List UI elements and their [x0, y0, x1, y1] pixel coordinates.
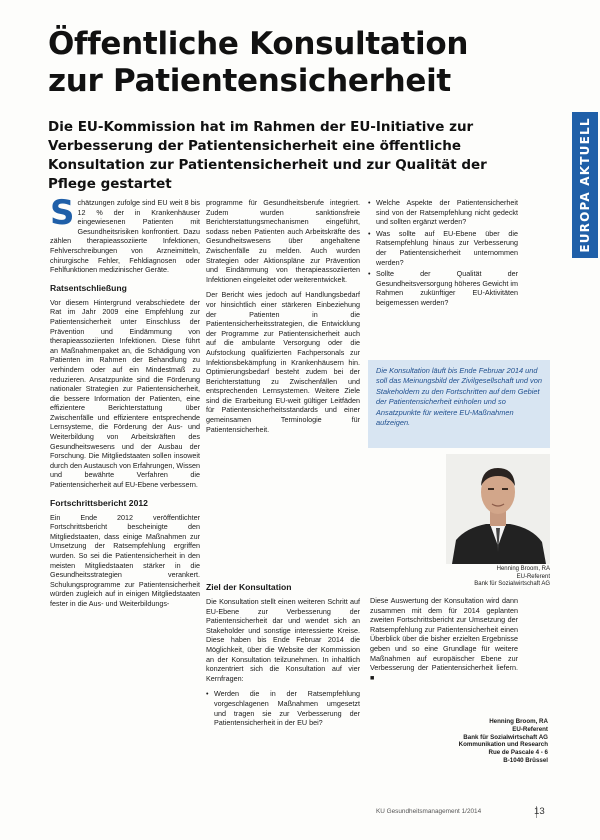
section-tab-label: EUROPA AKTUELL: [578, 117, 592, 253]
callout-box: Die Konsultation läuft bis Ende Februar 2014 und soll das Meinungsbild der Zivilgesellschaft und von Stakeholdern zu den Fortschritten auf dem Gebiet der Patientensicherheit einholen und so Ansatzpunkte für weitere EU-Maßnahmen aufzeigen.: [368, 360, 550, 448]
paragraph-fortschritt: Ein Ende 2012 veröffentlichter Fortschrittsbericht bescheinigte den Mitgliedstaaten, dass einige Maßnahmen zur Umsetzung der Ratsempfehlung ergriffen wurden. So sei die Patientensicherheit in den meisten Mitgliedstaaten stärker in die Gesundheitsstrategien verankert. Schulungsprogramme zur Patientensicherheit würden zugleich auf in einigen Mitgliedstaaten fester in die Aus- und Weiterbildungs-: [50, 512, 200, 608]
author-photo: [446, 454, 550, 564]
heading-ratsentschliessung: Ratsentschließung: [50, 282, 127, 293]
signature-role: EU-Referent: [512, 725, 548, 733]
caption-org: Bank für Sozialwirtschaft AG: [474, 581, 550, 588]
signature-street: Rue de Pascale 4 - 6: [488, 749, 548, 757]
list-item: • Was sollte auf EU-Ebene über die Ratsempfehlung hinaus zur Verbesserung der Patientensicherheit unternommen werden?: [368, 229, 518, 267]
page-footer: [376, 808, 556, 815]
intro-text: chätzungen zufolge sind EU weit 8 bis 12 % der in Krankenhäuser eingewiesenen Patienten mit Gesundheitsrisiken konfrontiert. Dazu zählen therapieassoziierte Infektionen, Fehlverschreibungen von Arzneimitteln, chirurgische Fehler, Fehldiagnosen oder Fehlfunktionen medizinischer Geräte.: [50, 198, 200, 275]
photo-caption: [400, 566, 550, 589]
paragraph-programme: programme für Gesundheitsberufe integriert. Zudem wurden sanktionsfreie Berichterstattungsmechanismen eingeführt, sodass neben Patienten auch Arbeitskräfte des Gesundheitswesens über angehaltene Zwischenfälle zu melden. Auch wurden Strategien oder Aktionspläne zur Prävention und Eindämmung von therapieassoziierten Infektionen eingeleitet oder weiterentwickelt.: [206, 198, 360, 284]
bullet-list-col3: [368, 198, 518, 308]
page-number: 13: [534, 806, 545, 817]
paragraph-ziel: Die Konsultation stellt einen weiteren Schritt auf EU-Ebene zur Verbesserung der Patientensicherheit dar und wendet sich an Stakeholder und sonstige interessierte Kreise. Diese haben bis Ende Februar 2014 die Möglichkeit, über die Website der Kommission an der Konsultation teilzunehmen. In inhaltlich konzentriert sich die Konsultation auf vier Kernfragen:: [206, 597, 360, 683]
paragraph-bericht: Der Bericht wies jedoch auf Handlungsbedarf vor hinsichtlich einer stärkeren Einbeziehung der Patienten in die Patientensicherheitsstrategien, die Entwicklung der Programme zur Patientensicherheit auch auf die ambulante Versorgung oder die Aufstockung qualifizierten Fachpersonals zur Infektionsbekämpfung in Krankenhäusern hin. Optimierungsbedarf besteht zudem bei der Berichterstattung zu Zwischenfällen und entsprechenden Lernsystemen. Weitere Ziele sind die Erarbeitung EU-weit gültiger Leitfäden für Patientensicherheitsstandards und einer gemeinsamen Terminologie für Patientensicherheit.: [206, 290, 360, 434]
column-1: [50, 193, 200, 615]
column-3-lower: [370, 596, 518, 688]
intro-paragraph: [50, 193, 200, 275]
list-item: • Werden die in der Ratsempfehlung vorgeschlagenen Maßnahmen umgesetzt und tragen sie zur Verbesserung der Patientensicherheit in der EU bei?: [206, 689, 360, 727]
portrait-image: [446, 454, 550, 564]
paragraph-auswertung: Diese Auswertung der Konsultation wird dann zusammen mit dem für 2014 geplanten zweiten Fortschrittsbericht zur Umsetzung der Ratsempfehlung zur Patientensicherheit einen Überblick über die bisher erzielten Ergebnisse geben und so eine Grundlage für weitere Maßnahmen auf europäischer Ebene zur Verbesserung der Patientensicherheit liefern. ■: [370, 596, 518, 682]
heading-ziel: Ziel der Konsultation: [206, 582, 292, 592]
lead-paragraph: Die EU-Kommission hat im Rahmen der EU-Initiative zur Verbesserung der Patientensicherheit eine öffentliche Konsultation zur Patientensicherheit und zur Qualität der Pflege gestartet: [48, 119, 487, 192]
section-tab: [572, 112, 598, 258]
drop-cap: S: [50, 193, 75, 233]
footer-publication: KU Gesundheitsmanagement 1/2014: [376, 808, 482, 815]
list-item: • Welche Aspekte der Patientensicherheit sind von der Ratsempfehlung nicht gedeckt und sollten ergänzt werden?: [368, 198, 518, 227]
author-signature: [400, 718, 548, 765]
heading-fortschrittsbericht: Fortschrittsbericht 2012: [50, 497, 148, 508]
column-2-lower: [206, 582, 360, 730]
bullet-list-col2: [206, 689, 360, 727]
signature-org: Bank für Sozialwirtschaft AG: [463, 733, 548, 741]
title-line-2: zur Patientensicherheit: [48, 63, 451, 99]
title-line-1: Öffentliche Konsultation: [48, 26, 469, 62]
signature-dept: Kommunikation und Research: [458, 741, 548, 749]
paragraph-rat: Vor diesem Hintergrund verabschiedete der Rat im Jahr 2009 eine Empfehlung zur Patientensicherheit unter Einschluss der Prävention und Eindämmung von therapieassoziierten Infektionen. Diese führt an Maßnahmenpaket an, die Schädigung von Patienten im Rahmen der Behandlung zu verhindern oder auf ein Mindestmaß zu reduzieren. Ansatzpunkte sind die Förderung nationaler Strategien zur Patientensicherheit, die bessere Information der Patienten, eine effizientere Berichterstattung über Zwischenfälle und effizientere entsprechende Lernsysteme, die Förderung der Aus- und Weiterbildung von Arbeitskräften des Gesundheitswesens und der Ausbau der Forschung. Die Mitgliedstaaten sollen insoweit durch den Austausch von Erfahrungen, Wissen und bewährte Verfahren die Patientensicherheit auf EU-Ebene verbessern.: [50, 297, 200, 490]
list-item: • Sollte der Qualität der Gesundheitsversorgung höheres Gewicht im Rahmen zukünftiger EU-Aktivitäten beigemessen werden?: [368, 269, 518, 307]
caption-name: Henning Broom, RA: [496, 566, 550, 572]
signature-name: Henning Broom, RA: [489, 718, 548, 725]
article-title: [48, 26, 478, 100]
signature-city: B-1040 Brüssel: [503, 756, 548, 764]
column-2: [206, 198, 360, 440]
column-3: [368, 198, 518, 310]
caption-role: EU-Referent: [516, 573, 550, 580]
